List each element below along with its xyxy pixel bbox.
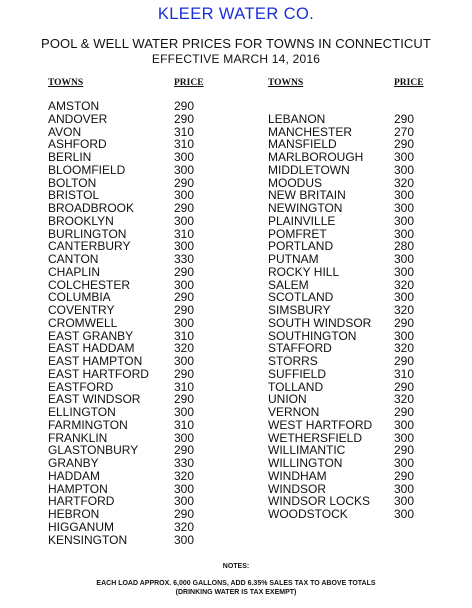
town-price: 330 xyxy=(174,252,195,266)
town-name: HADDAM xyxy=(48,468,101,483)
town-price: 300 xyxy=(394,290,415,305)
town-name: PUTNAM xyxy=(268,252,319,266)
town-price: 300 xyxy=(394,201,415,215)
town-price: 290 xyxy=(394,111,415,126)
town-name: HEBRON xyxy=(48,507,100,521)
town-name: MARLBOROUGH xyxy=(268,150,364,164)
table-row xyxy=(48,470,214,483)
town-price: 300 xyxy=(174,354,195,368)
town-name: HIGGANUM xyxy=(48,519,114,534)
page-subtitle: POOL & WELL WATER PRICES FOR TOWNS IN CONNECTICUT xyxy=(41,36,431,51)
town-name: BERLIN xyxy=(48,150,92,164)
town-name: ASHFORD xyxy=(48,137,107,152)
town-price: 310 xyxy=(174,226,195,241)
town-name: MANCHESTER xyxy=(268,124,353,139)
table-row xyxy=(48,266,214,279)
town-price: 300 xyxy=(174,239,195,254)
town-price: 310 xyxy=(174,328,195,343)
town-price: 300 xyxy=(394,226,415,241)
town-name: WEST HARTFORD xyxy=(268,417,373,432)
town-name: ELLINGTON xyxy=(48,405,116,419)
table-row xyxy=(268,508,434,521)
town-name: WETHERSFIELD xyxy=(268,430,363,445)
table-row xyxy=(268,470,434,483)
table-row xyxy=(268,113,434,126)
town-price: 300 xyxy=(174,150,195,164)
town-price: 290 xyxy=(174,507,195,521)
table-row xyxy=(268,164,434,177)
town-price: 290 xyxy=(394,137,415,152)
table-row xyxy=(48,113,214,126)
town-name: WINDHAM xyxy=(268,468,327,483)
town-price: 290 xyxy=(174,290,195,305)
town-name: FRANKLIN xyxy=(48,430,108,445)
town-name: SALEM xyxy=(268,277,309,292)
town-name: COVENTRY xyxy=(48,303,115,317)
town-price: 300 xyxy=(394,456,415,470)
town-price: 300 xyxy=(394,494,415,509)
town-price: 300 xyxy=(394,188,415,203)
town-price: 300 xyxy=(394,264,415,279)
town-name: KENSINGTON xyxy=(48,532,128,547)
town-price: 320 xyxy=(394,175,415,190)
town-price: 300 xyxy=(394,328,415,343)
town-name: GLASTONBURY xyxy=(48,443,139,458)
town-name: EAST WINDSOR xyxy=(48,392,141,407)
town-price: 300 xyxy=(174,481,195,496)
table-row xyxy=(48,317,214,330)
town-name: GRANBY xyxy=(48,456,99,470)
table-row xyxy=(268,317,434,330)
town-name: LEBANON xyxy=(268,111,326,126)
town-name: BLOOMFIELD xyxy=(48,162,126,177)
town-price: 300 xyxy=(174,532,195,547)
town-price: 300 xyxy=(174,430,195,445)
town-name: TOLLAND xyxy=(268,379,324,394)
town-price: 290 xyxy=(174,303,195,317)
town-name: BROOKLYN xyxy=(48,213,114,228)
town-price: 320 xyxy=(394,303,415,317)
right-towns-header: TOWNS xyxy=(268,78,304,88)
town-price: 290 xyxy=(174,366,195,381)
town-name: SIMSBURY xyxy=(268,303,331,317)
town-price: 290 xyxy=(174,264,195,279)
table-row xyxy=(268,419,434,432)
town-name: POMFRET xyxy=(268,226,327,241)
town-name: WILLIMANTIC xyxy=(268,443,346,458)
town-price: 300 xyxy=(394,507,415,521)
town-price: 300 xyxy=(394,162,415,177)
town-price: 320 xyxy=(394,392,415,407)
town-name: ROCKY HILL xyxy=(268,264,340,279)
table-row xyxy=(48,368,214,381)
town-name: MANSFIELD xyxy=(268,137,337,152)
town-name: HAMPTON xyxy=(48,481,108,496)
town-price: 310 xyxy=(394,366,415,381)
town-price: 280 xyxy=(394,239,415,254)
table-row xyxy=(268,215,434,228)
town-name: AVON xyxy=(48,124,82,139)
town-name: CHAPLIN xyxy=(48,264,101,279)
town-name: BRISTOL xyxy=(48,188,100,203)
town-name: WOODSTOCK xyxy=(268,507,348,521)
town-name: UNION xyxy=(268,392,307,407)
town-price: 300 xyxy=(174,315,195,330)
town-name: EAST HARTFORD xyxy=(48,366,149,381)
town-name: BURLINGTON xyxy=(48,226,127,241)
right-price-header: PRICE xyxy=(394,78,424,88)
town-price: 310 xyxy=(174,417,195,432)
town-name: EAST HADDAM xyxy=(48,341,135,356)
town-name: COLCHESTER xyxy=(48,277,131,292)
town-name: VERNON xyxy=(268,405,320,419)
town-price: 300 xyxy=(394,417,415,432)
town-name: PLAINVILLE xyxy=(268,213,336,228)
town-name: NEWINGTON xyxy=(268,201,343,215)
town-name: FARMINGTON xyxy=(48,417,128,432)
town-price: 290 xyxy=(174,99,195,113)
town-name: STORRS xyxy=(268,354,318,368)
note-line: EACH LOAD APPROX. 6,000 GALLONS, ADD 6.35% SALES TAX TO ABOVE TOTALS xyxy=(96,580,376,587)
town-name: EAST HAMPTON xyxy=(48,354,143,368)
town-price: 310 xyxy=(174,379,195,394)
town-name: HARTFORD xyxy=(48,494,115,509)
town-name: AMSTON xyxy=(48,99,100,113)
table-row xyxy=(48,534,214,547)
town-price: 300 xyxy=(394,252,415,266)
town-price: 290 xyxy=(394,315,415,330)
town-name: EASTFORD xyxy=(48,379,114,394)
town-price: 290 xyxy=(174,443,195,458)
town-price: 320 xyxy=(174,519,195,534)
town-name: BOLTON xyxy=(48,175,97,190)
town-price: 290 xyxy=(394,443,415,458)
town-name: NEW BRITAIN xyxy=(268,188,346,203)
town-name: BROADBROOK xyxy=(48,201,135,215)
town-name: STAFFORD xyxy=(268,341,332,356)
notes-title: NOTES: xyxy=(222,563,250,570)
town-price: 290 xyxy=(394,468,415,483)
town-price: 300 xyxy=(174,162,195,177)
town-price: 300 xyxy=(394,481,415,496)
town-price: 300 xyxy=(394,150,415,164)
town-price: 310 xyxy=(174,124,195,139)
town-name: MOODUS xyxy=(268,175,322,190)
town-price: 300 xyxy=(174,494,195,509)
town-price: 290 xyxy=(174,111,195,126)
town-name: CANTERBURY xyxy=(48,239,131,254)
town-price: 290 xyxy=(394,354,415,368)
table-row xyxy=(48,164,214,177)
note-line: (DRINKING WATER IS TAX EXEMPT) xyxy=(175,589,297,596)
town-price: 320 xyxy=(394,341,415,356)
town-price: 300 xyxy=(174,188,195,203)
town-name: WINDSOR xyxy=(268,481,326,496)
town-price: 300 xyxy=(174,277,195,292)
town-price: 330 xyxy=(174,456,195,470)
town-price: 290 xyxy=(174,175,195,190)
town-name: EAST GRANBY xyxy=(48,328,134,343)
town-price: 300 xyxy=(394,213,415,228)
town-name: SCOTLAND xyxy=(268,290,334,305)
table-row xyxy=(48,521,214,534)
town-name: SUFFIELD xyxy=(268,366,327,381)
company-name: KLEER WATER CO. xyxy=(157,5,315,23)
town-price: 310 xyxy=(174,137,195,152)
table-row xyxy=(48,215,214,228)
table-row xyxy=(268,368,434,381)
table-row xyxy=(268,266,434,279)
town-price: 290 xyxy=(174,201,195,215)
town-name: COLUMBIA xyxy=(48,290,111,305)
town-price: 290 xyxy=(394,379,415,394)
town-price: 320 xyxy=(174,341,195,356)
town-price: 290 xyxy=(174,392,195,407)
town-name: CANTON xyxy=(48,252,99,266)
table-row xyxy=(48,419,214,432)
town-price: 270 xyxy=(394,124,415,139)
town-price: 290 xyxy=(394,405,415,419)
town-price: 320 xyxy=(174,468,195,483)
town-name: MIDDLETOWN xyxy=(268,162,350,177)
town-price: 320 xyxy=(394,277,415,292)
town-price: 300 xyxy=(174,405,195,419)
town-name: SOUTH WINDSOR xyxy=(268,315,372,330)
town-price: 300 xyxy=(174,213,195,228)
town-price: 300 xyxy=(394,430,415,445)
town-name: WINDSOR LOCKS xyxy=(268,494,371,509)
town-name: SOUTHINGTON xyxy=(268,328,357,343)
town-name: PORTLAND xyxy=(268,239,334,254)
town-name: CROMWELL xyxy=(48,315,118,330)
left-towns-header: TOWNS xyxy=(48,78,84,88)
left-price-header: PRICE xyxy=(174,78,204,88)
town-name: ANDOVER xyxy=(48,111,108,126)
town-name: WILLINGTON xyxy=(268,456,343,470)
effective-date: EFFECTIVE MARCH 14, 2016 xyxy=(151,52,321,66)
